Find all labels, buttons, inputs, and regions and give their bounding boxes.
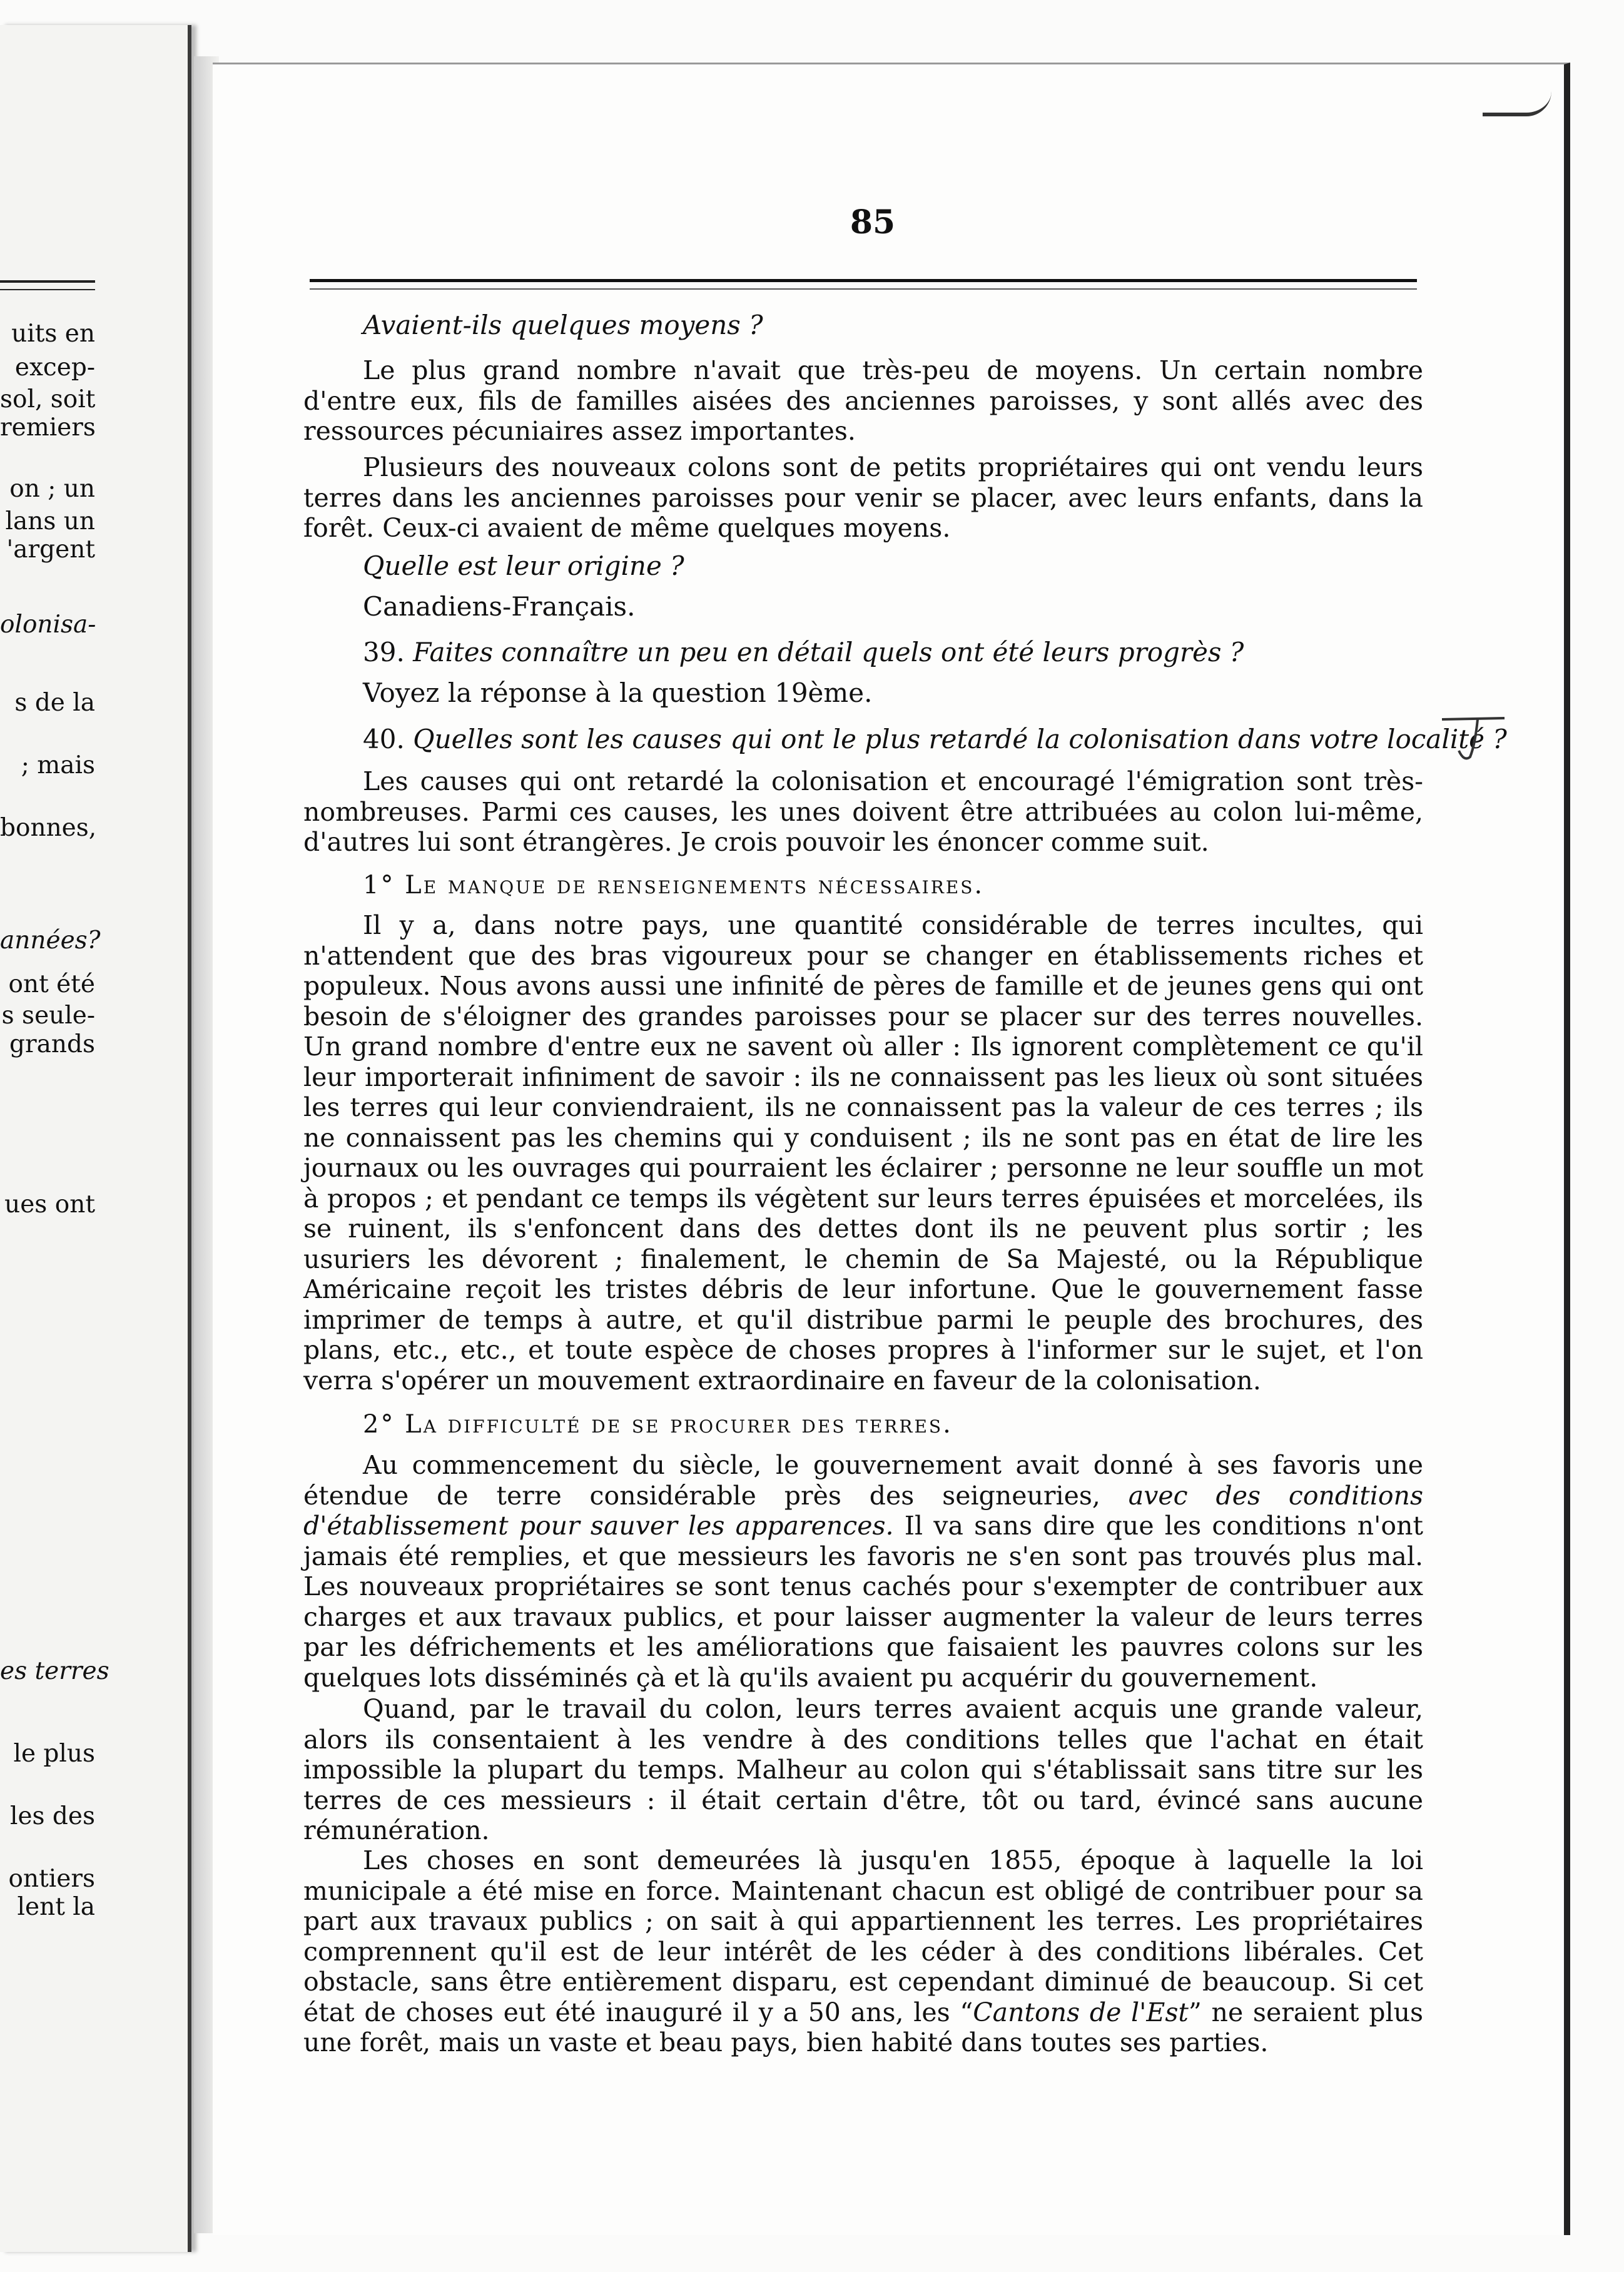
paragraph-choses-start: Les choses en sont demeurées là jusqu'en 1855, époque à laquelle la loi municipale a été mise en force. Maintenant chacun est obligé de contribuer pour sa part aux travaux publics ; on sait à qui appartiennent les terres. Les propriétaires comprennent qu'il est de leur intérêt de les céder à des conditions libérales. Cet obstacle, sans être entièrement disparu, est cependant diminué de beaucoup. Si cet état de choses eut été inauguré il y a 50 ans, les “: [303, 1845, 1423, 2027]
section-heading-2: 2° La difficulté de se procurer des terres.: [363, 1410, 953, 1439]
left-page-line: ontiers: [8, 1865, 95, 1893]
left-page-line: s seule-: [1, 1002, 95, 1030]
left-page-line: s de la: [14, 689, 95, 717]
paragraph-choses-italic: Cantons de l'Est: [973, 1997, 1189, 2027]
left-page-line: lent la: [17, 1893, 95, 1921]
answer-39: Voyez la réponse à la question 19ème.: [363, 677, 873, 708]
left-page-line: uits en: [11, 320, 95, 348]
answer-origin: Canadiens-Français.: [363, 591, 636, 622]
section-heading-1: 1° Le manque de renseignements nécessaires.: [363, 871, 985, 900]
question-means: Avaient-ils quelques moyens ?: [363, 310, 763, 340]
question-40-number: 40.: [363, 724, 405, 754]
left-page-line: bonnes,: [0, 814, 97, 842]
left-page-line: le plus: [13, 1740, 95, 1768]
left-page-line: on ; un: [9, 475, 95, 503]
left-page-rule: [0, 280, 95, 290]
left-page-line: les des: [9, 1802, 95, 1830]
page-number: 85: [850, 203, 896, 241]
paragraph-40: Les causes qui ont retardé la colonisation et encouragé l'émigration sont très-nombreuses. Parmi ces causes, les unes doivent être attribuées au colon lui-même, d'autres lui sont étrangères. Je crois pouvoir les énoncer comme suit.: [303, 766, 1423, 857]
header-rule: [310, 279, 1417, 290]
left-page-line: es terres: [0, 1657, 109, 1685]
left-page-line: grands: [9, 1030, 95, 1058]
left-page: [0, 25, 191, 2252]
paragraph-means-2: Plusieurs des nouveaux colons sont de petits propriétaires qui ont vendu leurs terres dans les anciennes paroisses pour venir se placer, avec leurs enfants, dans la forêt. Ceux-ci avaient de même quelques moyens.: [303, 452, 1423, 543]
question-39-number: 39.: [363, 637, 405, 667]
left-page-line: remiers: [0, 413, 96, 442]
paragraph-section-2-end: Il va sans dire que les conditions n'ont jamais été remplies, et que messieurs les favoris ne s'en sont pas trouvés plus mal. Les nouveaux propriétaires se sont tenus cachés pour s'exempter de contribuer aux charges et aux travaux publics, et pour laisser augmenter la valeur de leurs terres par les défrichements et les améliorations que faisaient les pauvres colons sur les quelques lots disséminés çà et là qu'ils avaient pu acquérir du gouvernement.: [303, 1511, 1423, 1693]
left-page-line: ues ont: [4, 1190, 95, 1219]
paragraph-section-2-start: Au commencement du siècle, le gouvernement avait donné à ses favoris une étendue de terre considérable près des seigneuries,: [303, 1450, 1423, 1511]
left-page-line: ; mais: [21, 751, 95, 779]
paragraph-choses-end: ” ne seraient plus une forêt, mais un vaste et beau pays, bien habité dans toutes ses parties.: [303, 1997, 1424, 2057]
paragraph-section-1: Il y a, dans notre pays, une quantité considérable de terres incultes, qui n'attendent que des bras vigoureux pour se changer en établissements riches et populeux. Nous avons aussi une infinité de pères de famille et de jeunes gens qui ont besoin de s'éloigner des grandes paroisses pour se placer sur des terres nouvelles. Un grand nombre d'entre eux ne savent où aller : Ils ignorent complètement ce qu'il leur importerait infiniment de savoir : ils ne connaissent pas les lieux où sont situées les terres qui leur conviendraient, ils ne connaissent pas la valeur de ces terres ; ils ne connaissent pas les chemins qui y conduisent ; ils ne sont pas en état de lire les journaux ou les ouvrages qui pourraient les éclairer ; personne ne leur souffle un mot à propos ; et pendant ce temps ils végètent sur leurs terres épuisées et morcelées, ils se ruinent, ils s'enfoncent dans des dettes dont ils ne peuvent plus sortir ; les usuriers les dévorent ; finalement, le chemin de Sa Majesté, ou la République Américaine reçoit les tristes débris de leur infortune. Que le gouvernement fasse imprimer de temps à autre, et qu'il distribue parmi le peuple des brochures, des plans, etc., etc., et toute espèce de choses propres à l'informer sur le sujet, et l'on verra s'opérer un mouvement extraordinaire en faveur de la colonisation.: [303, 910, 1423, 1396]
paragraph-choses: [303, 1845, 1423, 2058]
left-page-line: années?: [0, 926, 101, 955]
left-page-line: olonisa-: [0, 611, 96, 639]
paragraph-means-1: Le plus grand nombre n'avait que très-peu de moyens. Un certain nombre d'entre eux, fils de familles aisées des anciennes paroisses, y sont allés avec des ressources pécuniaires assez importantes.: [303, 355, 1423, 446]
margin-annotation-mark: [1439, 707, 1508, 763]
question-39-text: Faites connaître un peu en détail quels ont été leurs progrès ?: [413, 637, 1244, 667]
question-origin: Quelle est leur origine ?: [363, 550, 684, 581]
question-40: [363, 724, 1507, 755]
left-page-line: excep-: [14, 353, 95, 382]
question-39: [363, 637, 1426, 668]
paragraph-section-2: [303, 1450, 1423, 1693]
left-page-line: sol, soit: [0, 385, 96, 413]
left-page-line: ont été: [8, 970, 95, 998]
paragraph-section-2-italic: avec des conditions d'établissement pour sauver les apparences.: [303, 1480, 1423, 1541]
question-40-text: Quelles sont les causes qui ont le plus retardé la colonisation dans votre localité ?: [413, 724, 1507, 754]
paragraph-quand: Quand, par le travail du colon, leurs terres avaient acquis une grande valeur, alors ils consentaient à les vendre à des conditions telles que l'achat en était impossible la plupart du temps. Malheur au colon qui s'établissait sans titre sur les terres de ces messieurs : il était certain d'être, tôt ou tard, évincé sans aucune rémunération.: [303, 1694, 1423, 1845]
left-page-line: lans un: [5, 507, 95, 535]
left-page-line: 'argent: [6, 535, 95, 564]
page-corner-fold: [1483, 75, 1551, 116]
